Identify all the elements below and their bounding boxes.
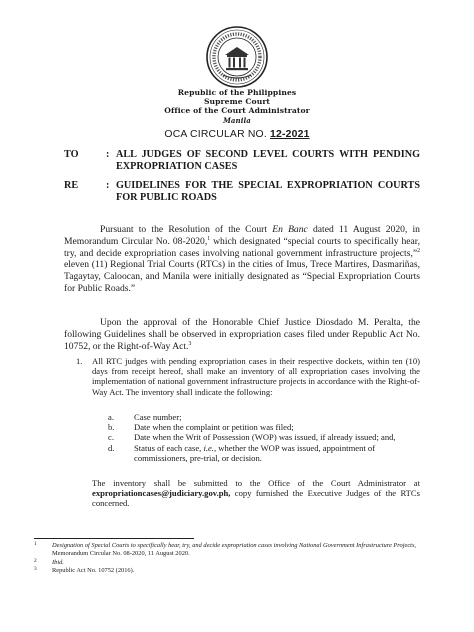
footnote-1: 1 Designation of Special Courts to specifically hear, try, and decide expropriation cases involving National Government Infrastructure Projects, Memorandum Circular No. 08-2020, 11 August 2020. [34, 541, 417, 557]
sub-item-c: c. Date when the Writ of Possession (WOP) was issued, if already issued; and, [108, 432, 396, 443]
to-label: TO [64, 149, 79, 160]
circular-number: 12-2021 [270, 129, 310, 140]
inventory-paragraph: The inventory shall be submitted to the Office of the Court Administrator at expropriationcases@judiciary.gov.ph, copy furnished the Executive Judges of the RTCs concerned. [92, 478, 420, 509]
paragraph-2: Upon the approval of the Honorable Chief Justice Diosdado M. Peralta, the following Guidelines shall be observed in expropriation cases filed under Republic Act No. 10752, or the Right-of-Way Act.$^3$ [64, 317, 420, 352]
footnote-ref-1: 1 [207, 235, 211, 242]
sub-item-d: d. Status of each case, i.e., whether the WOP was issued, appointment of commissioners, pre-trial, or decision. [108, 442, 376, 463]
footnote-divider [34, 538, 194, 539]
circular-label: OCA CIRCULAR NO. [164, 129, 267, 140]
list-item-1-text: All RTC judges with pending expropriation cases in their respective dockets, within ten (10) days from receipt hereof, shall make an inventory of all expropriation cases involving the implementation of national government infrastructure projects in accordance with the Right-of-Way Act. The inventory shall indicate the following: [92, 356, 420, 397]
en-banc-text: En Banc [272, 224, 308, 235]
footnotes [34, 542, 440, 576]
footnote-2: 2 Ibid. [34, 557, 64, 566]
footnote-3: 3 Republic Act No. 10752 (2016). [34, 566, 135, 575]
re-text: GUIDELINES FOR THE SPECIAL EXPROPRIATION COURTS FOR PUBLIC ROADS [116, 180, 420, 203]
header-city: Manila [223, 115, 251, 125]
court-header [0, 88, 474, 125]
email-address: expropriationcases@judiciary.gov.ph, [92, 488, 231, 499]
footnote-ref-2: 2 [417, 247, 420, 254]
header-republic: Republic of the Philippines [177, 88, 297, 97]
circular-title [0, 129, 474, 140]
supreme-court-seal [205, 25, 269, 89]
paragraph-1: Pursuant to the Resolution of the Court En Banc dated 11 August 2020, in Memorandum Circular No. 08-2020,$^1$ which designated “special courts to specifically hear, try, and decide expropriation cases involving national government infrastructure projects,”$^2$ eleven (11) Regional Trial Courts (RTCs) in the cities of Imus, Trece Martires, Dasmariñas, Tagaytay, Caloocan, and Manila were initially designated as “Special Expropriation Courts for Public Roads.” [64, 224, 420, 294]
sub-list [108, 412, 420, 463]
header-office: Office of the Court Administrator [164, 106, 310, 116]
header-supreme-court: Supreme Court [203, 97, 271, 107]
sub-item-a: a. Case number; [108, 412, 182, 422]
to-colon: : [106, 149, 110, 160]
list-item-1-number: 1. [76, 356, 83, 366]
to-text: ALL JUDGES OF SECOND LEVEL COURTS WITH PENDING EXPROPRIATION CASES [116, 149, 420, 172]
footnote-ref-3: 3 [188, 340, 192, 347]
re-label: RE [64, 180, 79, 191]
re-colon: : [106, 180, 110, 191]
list-item-1 [76, 356, 420, 397]
sub-item-b: b. Date when the complaint or petition was filed; [108, 422, 294, 433]
